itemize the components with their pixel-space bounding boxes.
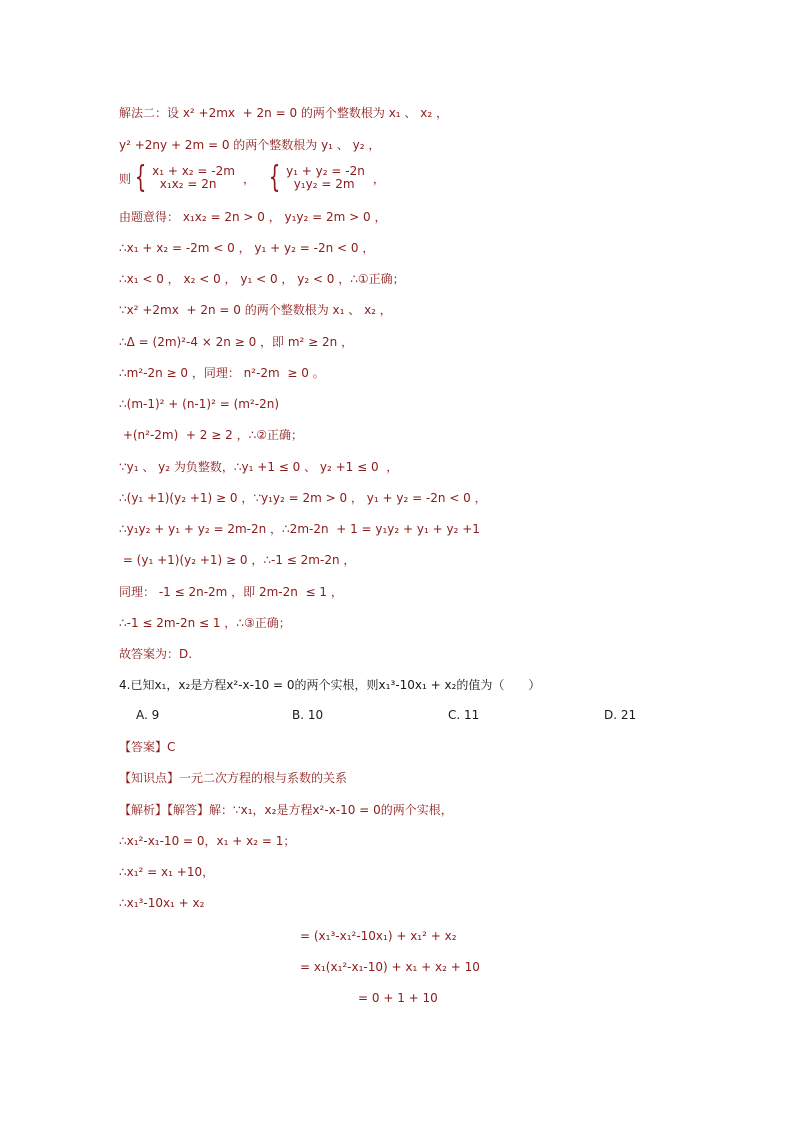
solution-line-5: ∴x₁ + x₂ = -2m < 0 ， y₁ + y₂ = -2n < 0 ， (119, 241, 375, 255)
solution-line-12: ∵y₁ 、 y₂ 为负整数，∴y₁ +1 ≤ 0 、 y₂ +1 ≤ 0 ， (119, 460, 399, 474)
system-1-eq-a: x₁ + x₂ = -2m (152, 164, 235, 178)
solution-line-7: ∵x² +2mx + 2n = 0 的两个整数根为 x₁ 、 x₂ ， (119, 303, 392, 317)
system-end: ， (372, 171, 385, 186)
system-2-eq-b: y₁y₂ = 2m (286, 177, 355, 191)
analysis-line-1: 【解析】【解答】解：∵x₁，x₂是方程x²-x-10 = 0的两个实根， (119, 803, 453, 817)
answer: 【答案】C (119, 740, 176, 754)
choice-d: D. 21 (604, 708, 637, 722)
choice-a: A. 9 (136, 708, 160, 722)
solution-line-15: = (y₁ +1)(y₂ +1) ≥ 0 ，∴-1 ≤ 2m-2n ， (119, 553, 356, 567)
system-2-eq-a: y₁ + y₂ = -2n (286, 164, 365, 178)
solution-line-16: 同理： -1 ≤ 2n-2m ，即 2m-2n ≤ 1 ， (119, 585, 343, 599)
solution-line-1: 解法二：设 x² +2mx + 2n = 0 的两个整数根为 x₁ 、 x₂ ， (119, 106, 448, 120)
system-2 (286, 165, 365, 191)
choice-c: C. 11 (448, 708, 480, 722)
left-brace: { (268, 160, 281, 195)
solution-line-10: ∴(m-1)² + (n-1)² = (m²-2n) (119, 397, 280, 411)
solution-line-2: y² +2ny + 2m = 0 的两个整数根为 y₁ 、 y₂ ， (119, 138, 381, 152)
solution-line-9: ∴m²-2n ≥ 0 ，同理： n²-2m ≥ 0 。 (119, 366, 325, 380)
system-separator: ， (242, 171, 255, 186)
analysis-line-7: = 0 + 1 + 10 (358, 991, 438, 1005)
choice-b: B. 10 (292, 708, 324, 722)
solution-line-6: ∴x₁ < 0 ， x₂ < 0 ， y₁ < 0 ， y₂ < 0 ，∴①正确； (119, 272, 405, 286)
analysis-line-5: = (x₁³-x₁²-10x₁) + x₁² + x₂ (300, 929, 457, 943)
knowledge-point: 【知识点】一元二次方程的根与系数的关系 (119, 771, 348, 785)
solution-line-13: ∴(y₁ +1)(y₂ +1) ≥ 0 ，∵y₁y₂ = 2m > 0 ， y₁ + y₂ = -2n < 0 ， (119, 491, 487, 505)
analysis-line-6: = x₁(x₁²-x₁-10) + x₁ + x₂ + 10 (300, 960, 480, 974)
analysis-line-2: ∴x₁²-x₁-10 = 0，x₁ + x₂ = 1； (119, 834, 296, 848)
then-label: 则 (119, 171, 132, 186)
equation-systems (119, 160, 385, 195)
system-1-eq-b: x₁x₂ = 2n (152, 177, 217, 191)
solution-line-14: ∴y₁y₂ + y₁ + y₂ = 2m-2n ，∴2m-2n + 1 = y₁y₂ + y₁ + y₂ +1 (119, 522, 480, 536)
system-1 (152, 165, 235, 191)
solution-line-11: +(n²-2m) + 2 ≥ 2 ，∴②正确； (119, 428, 303, 442)
solution-line-4: 由题意得： x₁x₂ = 2n > 0 ， y₁y₂ = 2m > 0 ， (119, 210, 387, 224)
question-4: 4.已知x₁，x₂是方程x²-x-10 = 0的两个实根，则x₁³-10x₁ + x₂的值为（ ） (119, 678, 541, 692)
solution-line-17: ∴-1 ≤ 2m-2n ≤ 1 ，∴③正确； (119, 616, 291, 630)
analysis-line-3: ∴x₁² = x₁ +10， (119, 865, 215, 879)
solution-line-8: ∴Δ = (2m)²-4 × 2n ≥ 0 ，即 m² ≥ 2n ， (119, 335, 354, 349)
analysis-line-4: ∴x₁³-10x₁ + x₂ (119, 896, 205, 910)
solution-line-18: 故答案为：D. (119, 647, 193, 661)
left-brace: { (134, 160, 147, 195)
